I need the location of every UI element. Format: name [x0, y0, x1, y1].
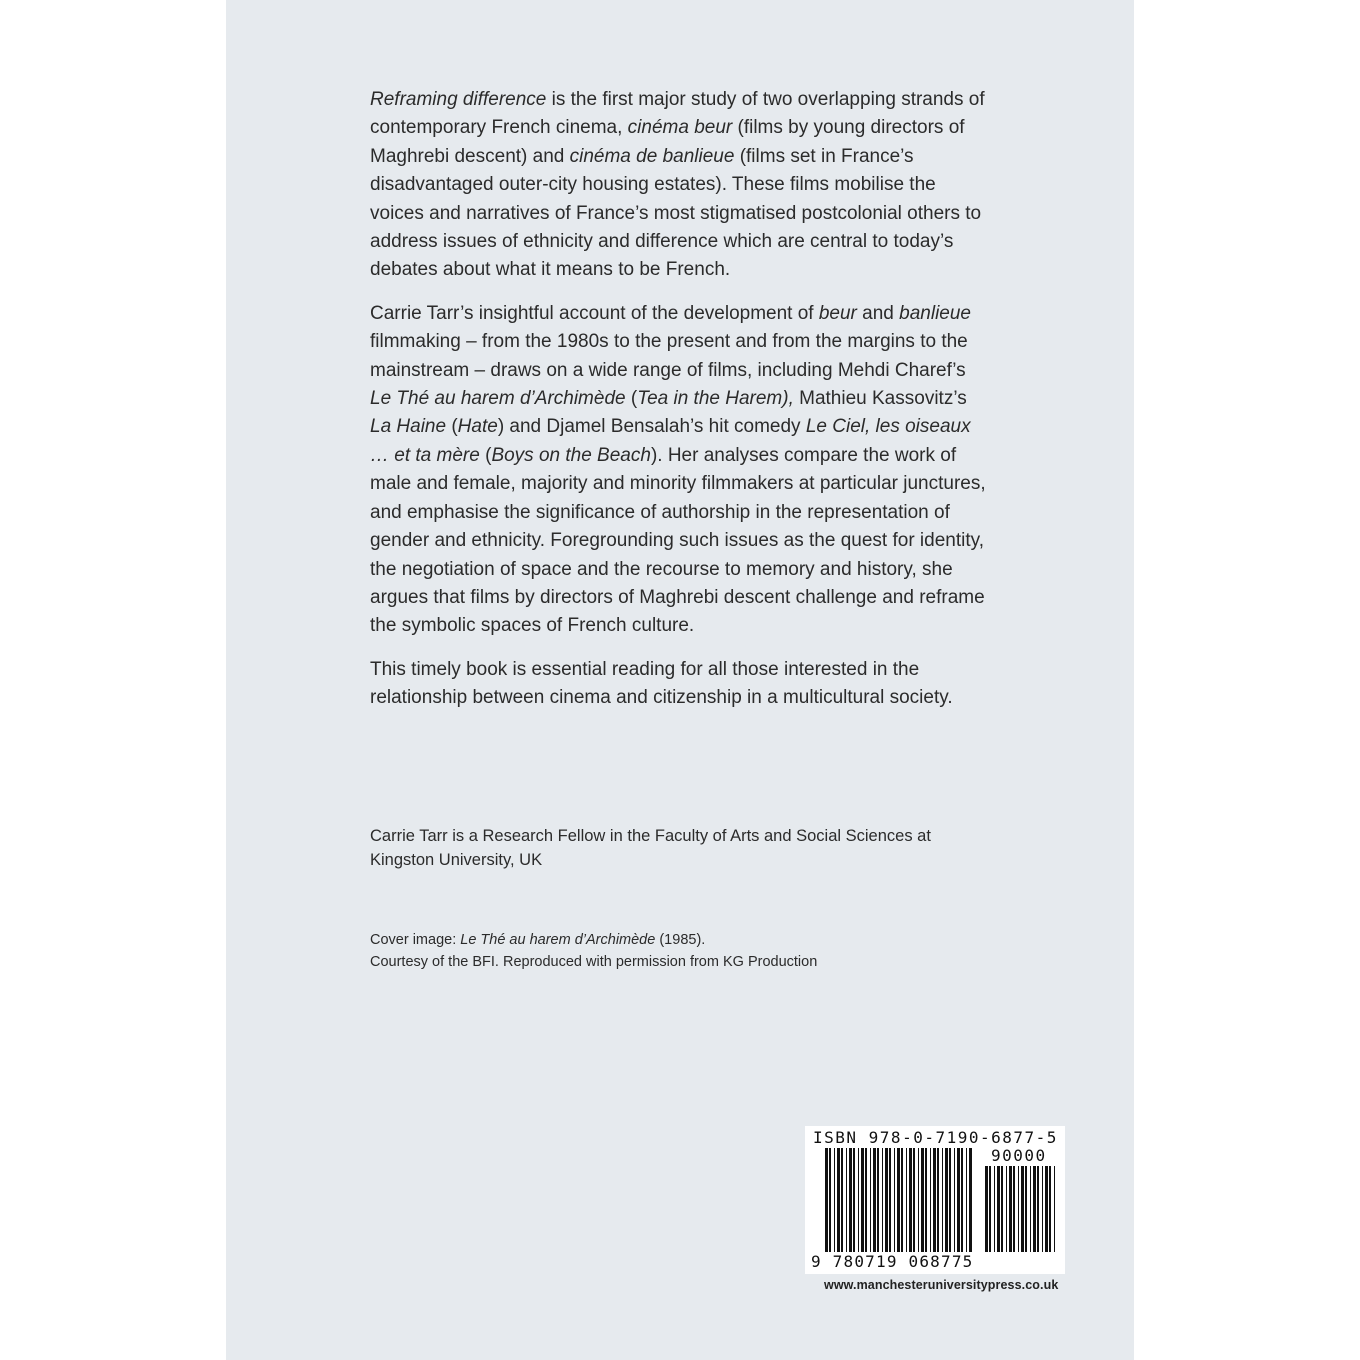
text-run: Mathieu Kassovitz’s	[793, 388, 967, 410]
barcode-bar	[994, 1166, 995, 1252]
barcode-bar	[1001, 1166, 1003, 1252]
blurb-paragraph-1	[370, 86, 990, 285]
main-barcode-bars	[825, 1148, 972, 1252]
barcode-bar	[969, 1148, 972, 1252]
addon-barcode-bars	[985, 1166, 1055, 1252]
barcode-bar	[889, 1148, 891, 1252]
barcode-bar	[913, 1148, 915, 1252]
barcode-bar	[882, 1148, 883, 1252]
barcode-bar	[865, 1148, 867, 1252]
text-run: ). Her analyses compare the work of male and female, majority and minority filmmakers at particular junctures, and emphasise the significance of authorship in the representation of gender and ethnicity. Foregrounding such issues as the quest for identity, the negotiation of space and the recourse to memory and history, she argues that films by directors of Maghrebi descent challenge and reframe the symbolic spaces of French culture.	[370, 444, 986, 637]
barcode-bar	[846, 1148, 847, 1252]
barcode-bar	[954, 1148, 955, 1252]
barcode-bar	[858, 1148, 859, 1252]
barcode-bar	[861, 1148, 864, 1252]
barcode-bar	[909, 1148, 912, 1252]
barcode-bar	[1054, 1166, 1055, 1252]
barcode-bar	[1009, 1166, 1012, 1252]
text-run: filmmaking – from the 1980s to the present and from the margins to the mainstream – draws on a wide range of films, including Mehdi Charef’s	[370, 331, 968, 381]
barcode-bar	[937, 1148, 939, 1252]
barcode-bar	[957, 1148, 960, 1252]
barcode-bar	[849, 1148, 852, 1252]
barcode-bar	[930, 1148, 931, 1252]
blurb	[370, 86, 990, 728]
barcode-bar	[942, 1148, 943, 1252]
credit-title: Le Thé au harem d’Archimède	[460, 932, 656, 948]
barcode-bar	[1030, 1166, 1031, 1252]
barcode-bar	[1037, 1166, 1039, 1252]
barcode-bar	[841, 1148, 843, 1252]
barcode-bar	[834, 1148, 835, 1252]
barcode-bar	[1025, 1166, 1027, 1252]
text-run: cinéma de banlieue	[569, 145, 735, 167]
text-run: (	[625, 388, 638, 410]
text-run: and	[856, 302, 900, 324]
barcode-bar	[825, 1148, 828, 1252]
barcode-bar	[918, 1148, 919, 1252]
barcode-bar	[1006, 1166, 1007, 1252]
barcode-bar	[897, 1148, 900, 1252]
text-run: Le Ciel, les oiseaux … et ta mère	[370, 416, 971, 466]
text-run: (	[446, 416, 458, 438]
ean-digits: 9 780719 068775	[811, 1252, 974, 1271]
barcode-bar	[925, 1148, 927, 1252]
barcode-bar	[997, 1166, 1000, 1252]
text-run: Le Thé au harem d’Archimède	[370, 388, 626, 410]
barcode-bar	[1042, 1166, 1043, 1252]
text-run: (films set in France’s disadvantaged outer-city housing estates). These films mobilise the voices and narratives of France’s most stigmatised postcolonial others to address issues of ethnicity and difference which are central to today’s debates about what it means to be French.	[370, 145, 982, 281]
cover-credit	[370, 929, 990, 973]
barcode-bar	[906, 1148, 907, 1252]
text-run: banlieue	[899, 302, 971, 324]
text-run: (	[479, 444, 492, 466]
barcode-bar	[985, 1166, 988, 1252]
author-bio: Carrie Tarr is a Research Fellow in the Faculty of Arts and Social Sciences at Kingston University, UK	[370, 827, 931, 869]
barcode-bar	[901, 1148, 903, 1252]
text-run: Hate	[457, 416, 498, 438]
blurb-paragraph-3	[370, 656, 990, 713]
barcode	[805, 1126, 1065, 1274]
barcode-bar	[1045, 1166, 1048, 1252]
text-run: cinéma beur	[627, 117, 733, 139]
barcode-bar	[949, 1148, 951, 1252]
text-run: Boys on the Beach	[491, 444, 651, 466]
credit-line-2: Courtesy of the BFI. Reproduced with permission from KG Production	[370, 954, 818, 970]
barcode-bar	[877, 1148, 879, 1252]
text-run: ) and Djamel Bensalah’s hit comedy	[497, 416, 806, 438]
barcode-bar	[933, 1148, 936, 1252]
text-run: ),	[782, 388, 794, 410]
credit-line-1	[370, 929, 990, 951]
price-code: 90000	[991, 1146, 1047, 1165]
barcode-bar	[1018, 1166, 1019, 1252]
barcode-bar	[870, 1148, 871, 1252]
barcode-bar	[894, 1148, 895, 1252]
text-run: Tea in the Harem	[637, 388, 783, 410]
barcode-bar	[966, 1148, 967, 1252]
barcode-bar	[1049, 1166, 1051, 1252]
barcode-bar	[837, 1148, 840, 1252]
text-run: This timely book is essential reading for all those interested in the relationship between cinema and citizenship in a multicultural society.	[370, 658, 953, 709]
barcode-bar	[921, 1148, 924, 1252]
text-run: La Haine	[370, 416, 447, 438]
barcode-bar	[885, 1148, 888, 1252]
publisher-url: www.manchesteruniversitypress.co.uk	[824, 1278, 1059, 1292]
barcode-bar	[961, 1148, 963, 1252]
text-run: Carrie Tarr’s insightful account of the development of	[370, 302, 819, 324]
credit-suffix: (1985).	[655, 932, 706, 948]
barcode-bar	[829, 1148, 831, 1252]
barcode-bar	[853, 1148, 855, 1252]
text-run: (films by young directors of Maghrebi descent) and	[370, 117, 965, 167]
isbn-text: ISBN 978-0-7190-6877-5	[813, 1128, 1058, 1147]
text-run: Reframing difference	[370, 89, 547, 110]
credit-prefix: Cover image:	[370, 932, 461, 948]
barcode-bar	[1021, 1166, 1024, 1252]
text-run: beur	[818, 302, 857, 324]
text-run: is the first major study of two overlapping strands of contemporary French cinema,	[370, 89, 985, 139]
barcode-bar	[945, 1148, 948, 1252]
barcode-bar	[1033, 1166, 1036, 1252]
barcode-bar	[1013, 1166, 1015, 1252]
barcode-bar	[989, 1166, 991, 1252]
blurb-paragraph-2	[370, 300, 990, 641]
barcode-bar	[873, 1148, 876, 1252]
